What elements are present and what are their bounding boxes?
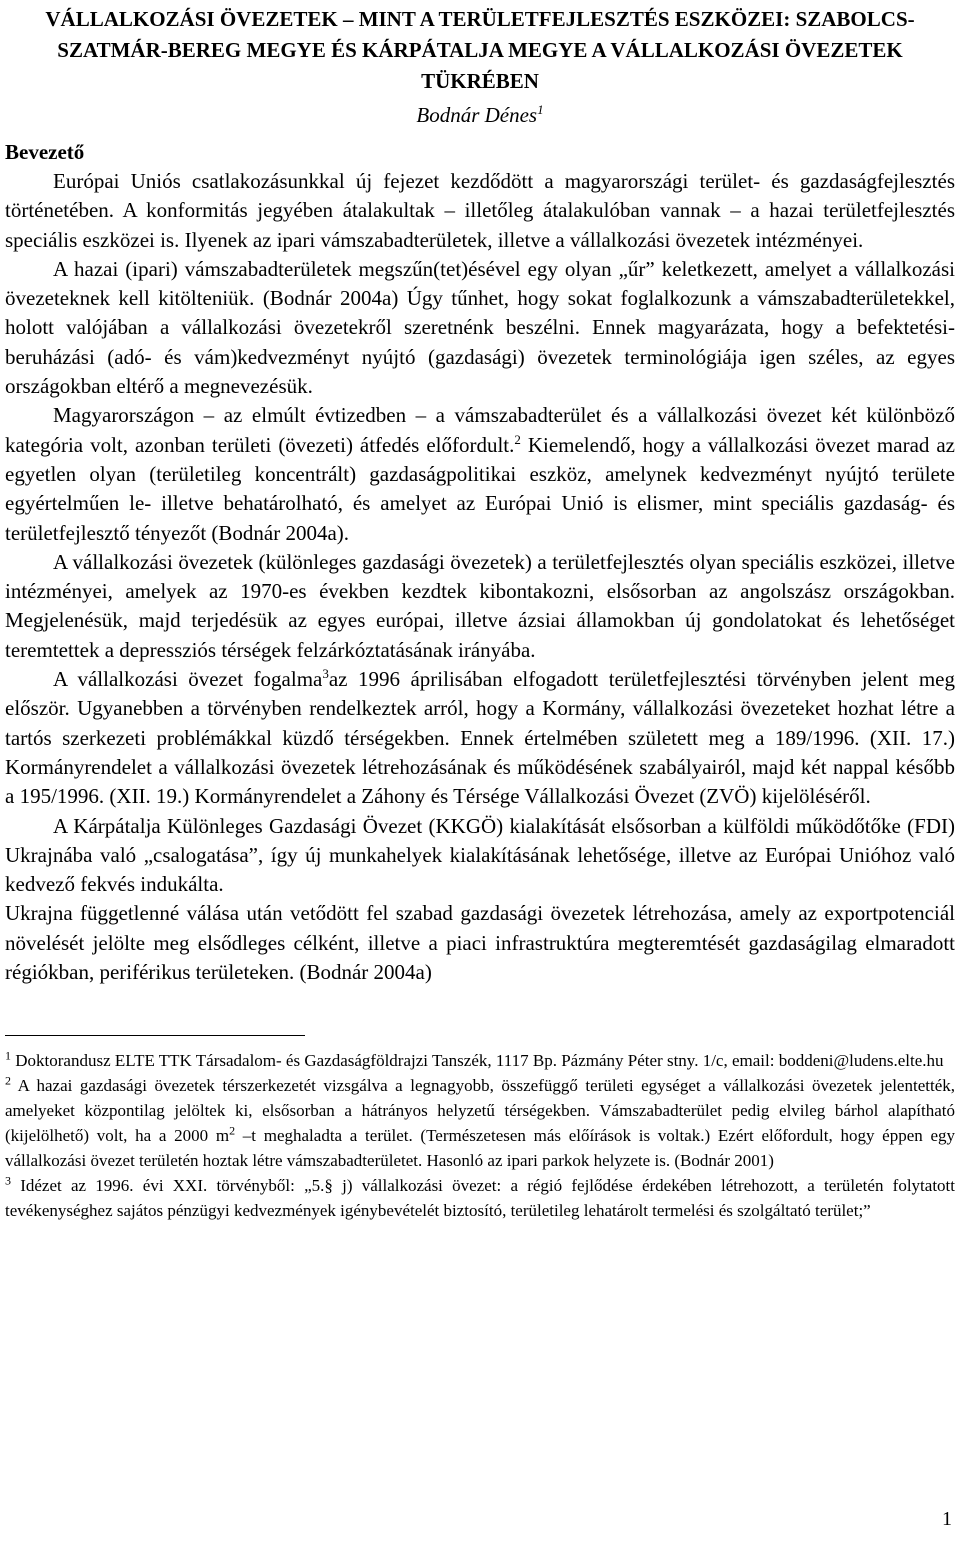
section-heading: Bevezető (5, 140, 85, 164)
author-line (5, 100, 955, 130)
footnote-2-text-b: –t meghaladta a terület. (Természetesen más előírások is voltak.) Ezért előfordult, hogy éppen egy vállalkozási övezet területén hoztak létre vámszabadterületet. Hasonló az ipari parkok helyzete is. (Bodnár 2001) (5, 1126, 956, 1171)
document-title: VÁLLALKOZÁSI ÖVEZETEK – MINT A TERÜLETFEJLESZTÉS ESZKÖZEI: SZABOLCS-SZATMÁR-BEREG MEGYE ÉS KÁRPÁTALJA MEGYE A VÁLLALKOZÁSI ÖVEZETEK TÜKRÉBEN (45, 7, 915, 93)
footnote-2-number: 2 (5, 1073, 11, 1088)
paragraph-5 (5, 665, 955, 811)
author-name: Bodnár Dénes (416, 103, 538, 127)
footnote-3-mark: 3 (322, 666, 329, 682)
footnote-1 (5, 1048, 955, 1073)
footnote-divider (5, 1035, 305, 1036)
paragraph-7: Ukrajna függetlenné válása után vetődött fel szabad gazdasági övezetek létrehozása, amely az exportpotenciál növelését jelölte meg elsődleges célként, illetve a piaci infrastruktúra megteremtését gazdaságilag elmaradott régiókban, periférikus területeken. (Bodnár 2004a) (5, 901, 955, 985)
footnote-2-superscript: 2 (229, 1123, 236, 1138)
footnote-2 (5, 1073, 955, 1173)
paragraph-6: A Kárpátalja Különleges Gazdasági Övezet (KKGÖ) kialakítását elsősorban a külföldi működőtőke (FDI) Ukrajnába való „csalogatása”, így új munkahelyek kialakításának lehetősége, illetve az Európai Unióhoz való kedvező fekvés indukálta. (5, 813, 955, 897)
paragraph-5-part-b: az 1996 áprilisában elfogadott területfejlesztési törvényben jelent meg először. Ugyanebben a törvényben rendelkeztek arról, hogy a Kormány, vállalkozási övezeteket hozhat létre a tartós szerkezeti problémákkal küzdő térségekben. Ennek értelmében született meg a 189/1996. (XII. 17.) Kormányrendelet a vállalkozási övezetek létrehozásának és működésének szabályairól, majd két nappal később a 195/1996. (XII. 19.) Kormányrendelet a Záhony és Térsége Vállalkozási Övezet (ZVÖ) kijelöléséről. (5, 667, 956, 809)
paragraph-3-part-a: Magyarországon – az elmúlt évtizedben – a vámszabadterület és a vállalkozási övezet két különböző kategória volt, azonban területi (övezeti) átfedés előfordult. (5, 403, 955, 457)
paragraph-1: Európai Uniós csatlakozásunkkal új fejezet kezdődött a magyarországi terület- és gazdaságfejlesztés történetében. A konformitás jegyében átalakultak – illetőleg átalakulóban vannak – a hazai területfejlesztés speciális eszközei is. Ilyenek az ipari vámszabadterületek, illetve a vállalkozási övezetek intézményei. (5, 169, 955, 252)
footnote-2-text-a: A hazai gazdasági övezetek térszerkezetét vizsgálva a legnagyobb, összefüggő területi egységet a vállalkozási övezetek jelentették, amelyeket központilag jelöltek ki, elsősorban a hátrányos helyzetű térségekben. Vámszabadterület pedig elvileg bárhol alapítható (kijelölhető) volt, ha a 2000 m (5, 1076, 955, 1146)
author-footnote-mark: 1 (537, 102, 544, 117)
paragraph-4: A vállalkozási övezetek (különleges gazdasági övezetek) a területfejlesztés olyan speciális eszközei, illetve intézményei, amelyek az 1970-es években kezdtek kibontakozni, elsősorban az angolszász országokban. Megjelenésük, majd terjedésük az egyes európai, illetve ázsiai államokban új gondolatokat és lehetőséget teremtettek a depressziós térségek felzárkóztatásának irányába. (5, 549, 955, 662)
page-number: 1 (942, 1508, 952, 1530)
footnote-2-mark: 2 (514, 431, 521, 447)
paragraph-3 (5, 401, 955, 547)
footnote-3-number: 3 (5, 1173, 11, 1188)
footnote-1-number: 1 (5, 1048, 11, 1063)
paragraph-3-part-b: Kiemelendő, hogy a vállalkozási övezet marad az egyetlen olyan (területileg koncentrált) gazdaságpolitikai eszköz, amelynek kedvezményt nyújtó területe egyértelműen le- illetve behatárolható, és amelyet az Európai Unió is elismer, mint speciális gazdaság- és területfejlesztő tényezőt (Bodnár 2004a). (5, 432, 955, 545)
paragraph-2: A hazai (ipari) vámszabadterületek megszűn(tet)ésével egy olyan „űr” keletkezett, amelyet a vállalkozási övezeteknek kell kitölteniük. (Bodnár 2004a) Úgy tűnhet, hogy sokat foglalkozunk a vámszabadterületekkel, holott valójában a vállalkozási övezetekről szeretnénk beszélni. Ennek magyarázata, hogy a befektetési-beruházási (adó- és vám)kedvezményt nyújtó (gazdasági) övezetek terminológiája igen széles, az egyes országokban eltérő a megnevezésük. (5, 256, 955, 399)
paragraph-5-part-a: A vállalkozási övezet fogalma (53, 667, 323, 692)
footnote-3 (5, 1173, 955, 1223)
footnote-1-text: Doktorandusz ELTE TTK Társadalom- és Gazdaságföldrajzi Tanszék, 1117 Bp. Pázmány Péter stny. 1/c, email: boddeni@ludens.elte.hu (11, 1051, 944, 1071)
footnotes (5, 1048, 955, 1223)
footnote-3-text: Idézet az 1996. évi XXI. törvényből: „5.§ j) vállalkozási övezet: a régió fejlődése érdekében létrehozott, a területén folytatott tevékenységhez sajátos pénzügyi kedvezmények igénybevételét biztosító, területileg lehatárolt termelési és szolgáltató terület;” (5, 1176, 955, 1221)
body-text (5, 167, 955, 987)
